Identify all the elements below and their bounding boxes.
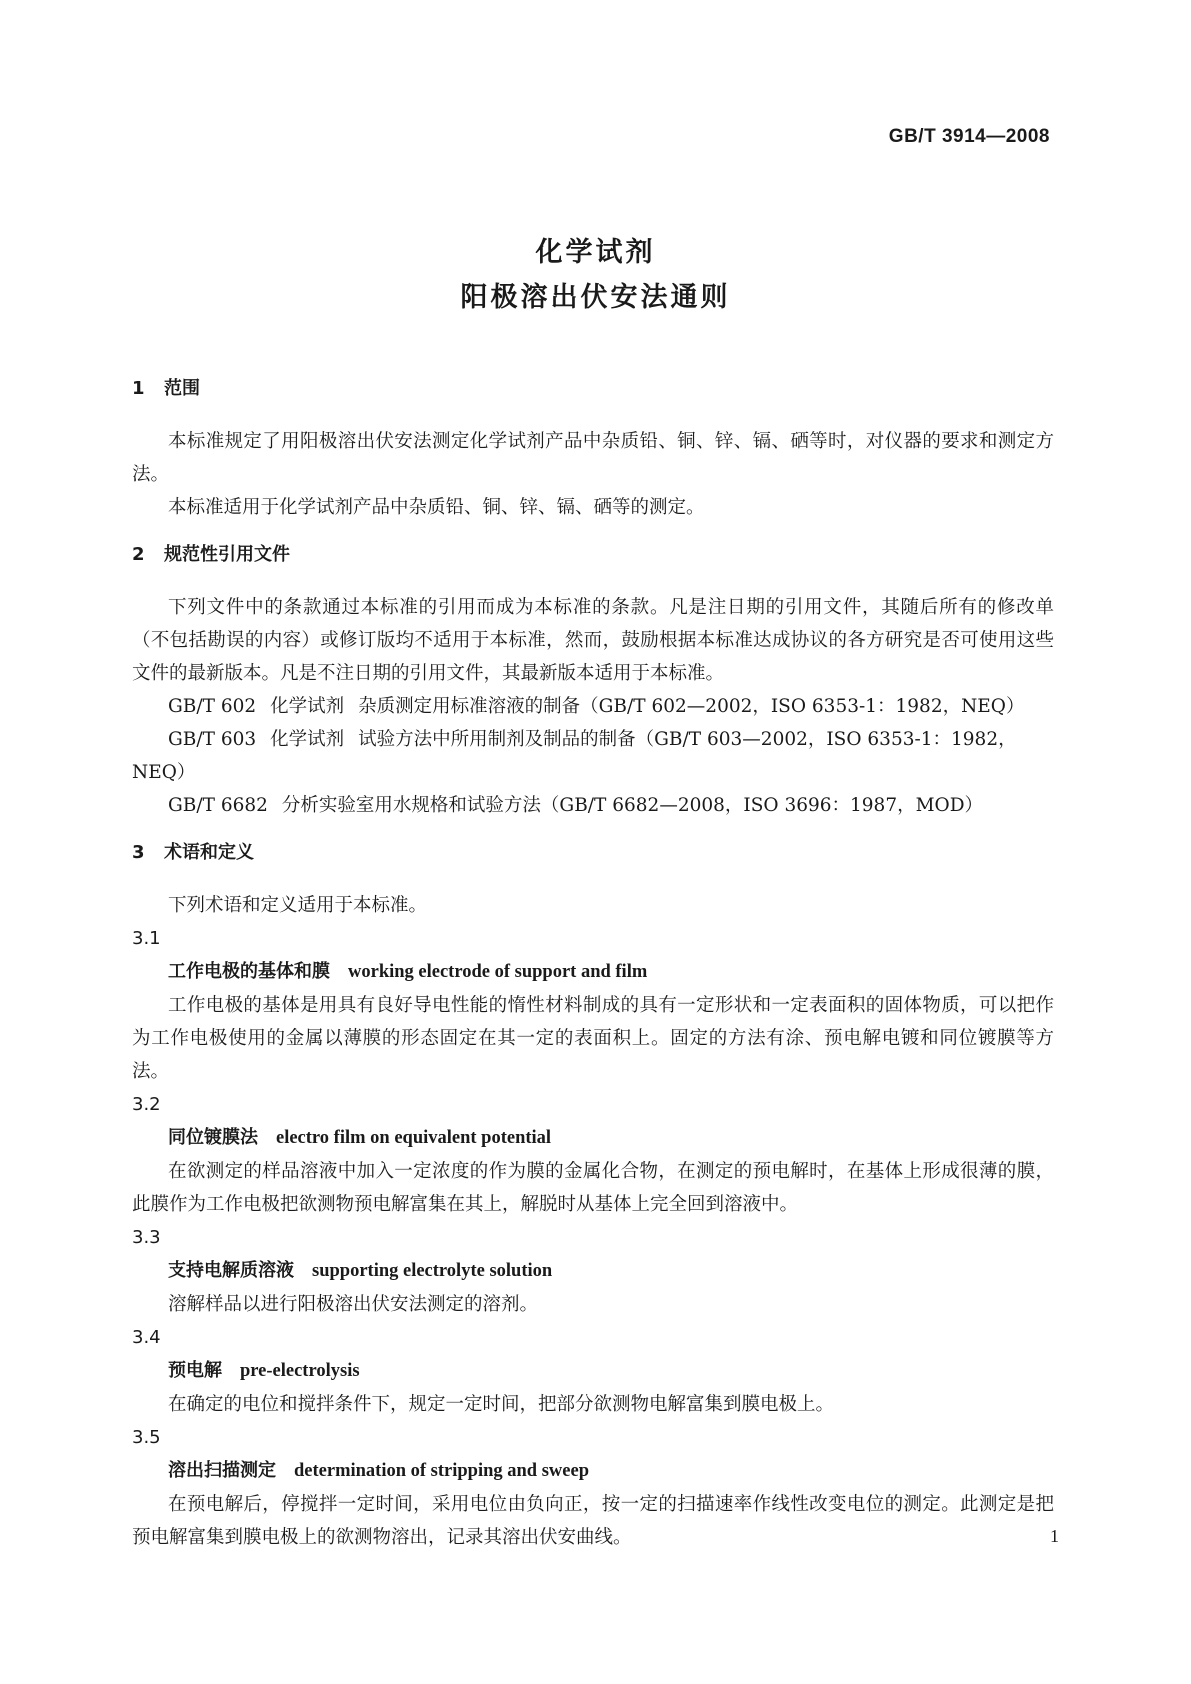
section-heading-normative-references <box>132 538 1054 571</box>
term-en: working electrode of support and film <box>348 962 648 982</box>
term-title <box>132 1354 1054 1388</box>
term-en: supporting electrolyte solution <box>312 1261 553 1281</box>
term-title <box>132 1254 1054 1288</box>
reference-code: GB/T 603 <box>168 729 257 750</box>
term-number: 3.5 <box>132 1427 161 1448</box>
term-definition: 工作电极的基体是用具有良好导电性能的惰性材料制成的具有一定形状和一定表面积的固体物质，可以把作为工作电极使用的金属以薄膜的形态固定在其一定的表面积上。固定的方法有涂、预电解电镀和同位镀膜等方法。 <box>132 995 1054 1082</box>
term-number: 3.2 <box>132 1094 161 1115</box>
section-number: 1 <box>132 378 145 399</box>
term-number: 3.4 <box>132 1327 161 1348</box>
document-title-line2: 阳极溶出伏安法通则 <box>460 282 731 313</box>
section-title: 范围 <box>164 378 200 399</box>
paragraph: 下列文件中的条款通过本标准的引用而成为本标准的条款。凡是注日期的引用文件，其随后所有的修改单（不包括勘误的内容）或修订版均不适用于本标准，然而，鼓励根据本标准达成协议的各方研究是否可使用这些文件的最新版本。凡是不注日期的引用文件，其最新版本适用于本标准。 <box>132 597 1054 684</box>
reference-title: 杂质测定用标准溶液的制备（GB/T 602—2002，ISO 6353-1：1982，NEQ） <box>358 696 1025 717</box>
reference-title: 试验方法中所用制剂及制品的制备（GB/T 603—2002，ISO 6353-1：1982，NEQ） <box>132 729 1017 783</box>
reference-code: GB/T 602 <box>168 696 257 717</box>
section-heading-terms-definitions <box>132 836 1054 869</box>
section-number: 2 <box>132 544 145 565</box>
term-en: pre-electrolysis <box>240 1361 360 1381</box>
section-title: 术语和定义 <box>164 842 254 863</box>
term-definition: 溶解样品以进行阳极溶出伏安法测定的溶剂。 <box>168 1294 539 1315</box>
term-title <box>132 1454 1054 1488</box>
paragraph: 本标准适用于化学试剂产品中杂质铅、铜、锌、镉、硒等的测定。 <box>168 497 705 518</box>
term-title <box>132 1121 1054 1155</box>
reference-item <box>132 690 1054 723</box>
page-number: 1 <box>1050 1526 1059 1546</box>
term-number: 3.3 <box>132 1227 161 1248</box>
standard-code: GB/T 3914—2008 <box>888 126 1050 147</box>
term-definition: 在欲测定的样品溶液中加入一定浓度的作为膜的金属化合物，在测定的预电解时，在基体上形成很薄的膜，此膜作为工作电极把欲测物预电解富集在其上，解脱时从基体上完全回到溶液中。 <box>132 1161 1054 1215</box>
term-zh: 支持电解质溶液 <box>168 1260 294 1281</box>
section-heading-scope <box>132 372 1054 405</box>
reference-item <box>132 789 1054 822</box>
term-zh: 工作电极的基体和膜 <box>168 961 330 982</box>
term-title <box>132 955 1054 989</box>
term-number: 3.1 <box>132 928 161 949</box>
paragraph: 本标准规定了用阳极溶出伏安法测定化学试剂产品中杂质铅、铜、锌、镉、硒等时，对仪器的要求和测定方法。 <box>132 431 1054 485</box>
reference-item <box>132 723 1054 789</box>
term-en: determination of stripping and sweep <box>294 1461 589 1481</box>
reference-title: 分析实验室用水规格和试验方法（GB/T 6682—2008，ISO 3696：1987，MOD） <box>281 795 984 816</box>
term-definition: 在确定的电位和搅拌条件下，规定一定时间，把部分欲测物电解富集到膜电极上。 <box>168 1394 835 1415</box>
term-zh: 预电解 <box>168 1360 222 1381</box>
term-zh: 溶出扫描测定 <box>168 1460 276 1481</box>
reference-name: 化学试剂 <box>270 729 345 750</box>
paragraph: 下列术语和定义适用于本标准。 <box>168 895 428 916</box>
term-zh: 同位镀膜法 <box>168 1127 258 1148</box>
section-number: 3 <box>132 842 145 863</box>
section-title: 规范性引用文件 <box>164 544 290 565</box>
reference-name: 化学试剂 <box>270 696 345 717</box>
term-en: electro film on equivalent potential <box>276 1128 552 1148</box>
document-title-line1: 化学试剂 <box>535 237 656 268</box>
term-definition: 在预电解后，停搅拌一定时间，采用电位由负向正，按一定的扫描速率作线性改变电位的测定。此测定是把预电解富集到膜电极上的欲测物溶出，记录其溶出伏安曲线。 <box>132 1494 1054 1548</box>
reference-code: GB/T 6682 <box>168 795 268 816</box>
document-body <box>132 372 1054 1554</box>
